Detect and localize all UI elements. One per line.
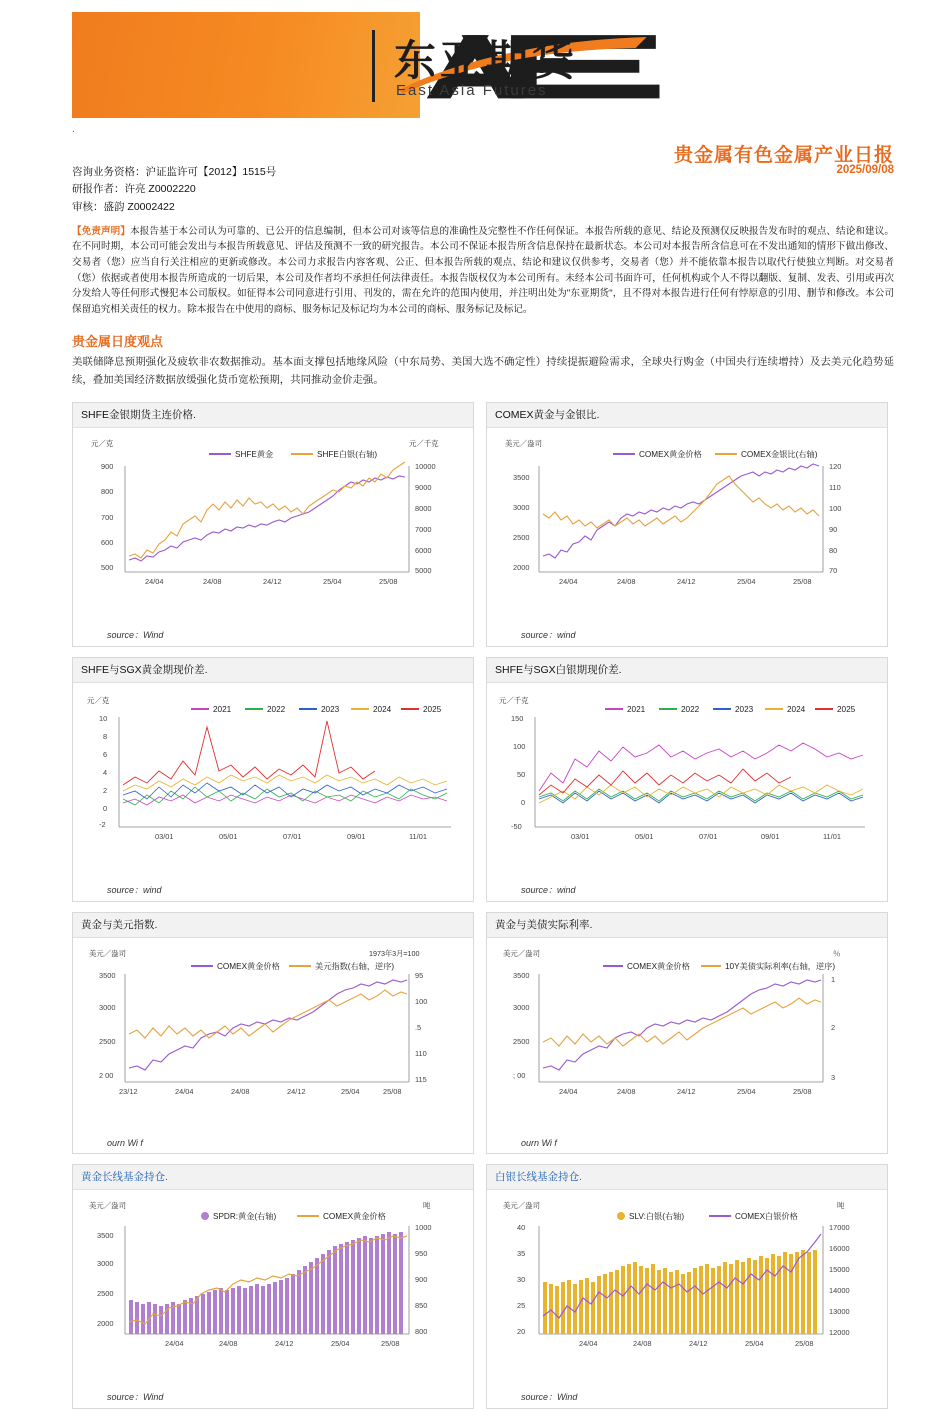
x-tick: 24/12 xyxy=(263,576,282,586)
series-line-dxy xyxy=(129,990,407,1038)
legend-item: 2022 xyxy=(681,704,700,714)
legend-item: SHFE黄金 xyxy=(235,449,274,459)
line-chart-svg xyxy=(79,432,469,602)
x-tick: 25/04 xyxy=(323,576,342,586)
x-tick: 07/01 xyxy=(699,831,718,841)
y2-tick: 5000 xyxy=(415,565,432,575)
chart-source: ourn Wi f xyxy=(521,1137,557,1148)
legend-item: COMEX金银比(右轴) xyxy=(741,449,818,459)
line-chart-svg xyxy=(79,687,469,857)
chart-source: source：Wind xyxy=(521,1391,578,1402)
x-tick: 09/01 xyxy=(761,831,780,841)
page-mark: . xyxy=(72,124,75,135)
y2-tick: 17000 xyxy=(829,1222,850,1232)
legend-item: 2023 xyxy=(735,704,754,714)
left-unit-label: 美元／盎司 xyxy=(89,948,126,958)
y-tick: 3000 xyxy=(99,1002,116,1012)
legend-item: 2025 xyxy=(837,704,856,714)
x-tick: 25/04 xyxy=(745,1338,764,1348)
y-tick: 600 xyxy=(101,537,114,547)
y2-tick: 2 xyxy=(831,1022,836,1032)
y-tick: 2500 xyxy=(513,1036,530,1046)
x-tick: 24/04 xyxy=(145,576,164,586)
y-tick: 25 xyxy=(517,1300,526,1310)
y2-tick: 900 xyxy=(415,1274,428,1284)
right-unit-label: 1973年3月=100 xyxy=(369,948,420,958)
legend-item: 2021 xyxy=(213,704,232,714)
chart-card-silver-etf-holdings xyxy=(486,1164,888,1409)
x-tick: 24/12 xyxy=(677,1086,696,1096)
y2-tick: 3 xyxy=(831,1072,836,1082)
chart-body xyxy=(487,938,887,1138)
chart-source: source：Wind xyxy=(107,1391,164,1402)
y-tick: 2500 xyxy=(97,1288,114,1298)
page-title: 贵金属有色金属产业日报 xyxy=(673,145,894,166)
x-tick: 23/12 xyxy=(119,1086,138,1096)
bar-line-chart-svg xyxy=(79,1194,469,1364)
chart-card-gold-dollar-index xyxy=(72,912,474,1154)
y2-tick: 110 xyxy=(829,482,841,492)
chart-title: SHFE与SGX白银期现价差. xyxy=(487,658,887,683)
chart-body xyxy=(487,1190,887,1390)
report-meta xyxy=(72,164,894,216)
y-tick: 2500 xyxy=(513,532,530,542)
left-unit-label: 美元／盎司 xyxy=(505,438,542,448)
y-tick: 150 xyxy=(511,713,524,723)
x-tick: 24/04 xyxy=(559,1086,578,1096)
y-tick: 3500 xyxy=(97,1230,114,1240)
chart-grid xyxy=(72,402,894,1409)
x-tick: 25/08 xyxy=(381,1338,400,1348)
legend-item: 2023 xyxy=(321,704,340,714)
right-unit-label: ％ xyxy=(833,948,841,958)
legend-item: 美元指数(右轴，逆序) xyxy=(315,961,395,971)
section-title: 贵金属日度观点 xyxy=(72,334,164,350)
chart-card-shfe-sgx-silver-basis xyxy=(486,657,888,902)
chart-title: 黄金长线基金持仓. xyxy=(73,1165,473,1190)
y2-tick: 8000 xyxy=(415,503,432,513)
series-line-2025 xyxy=(123,721,375,785)
legend-item: COMEX黄金价格 xyxy=(627,961,690,971)
left-unit-label: 元／千克 xyxy=(499,695,529,705)
x-tick: 24/08 xyxy=(231,1086,250,1096)
y2-tick: 950 xyxy=(415,1248,428,1258)
y-tick: 0 xyxy=(103,803,108,813)
x-tick: 24/12 xyxy=(677,576,696,586)
y-tick: 2000 xyxy=(513,562,530,572)
chart-body xyxy=(73,683,473,883)
y2-tick: 70 xyxy=(829,565,838,575)
bar-line-chart-svg xyxy=(493,1194,883,1364)
chart-title: 黄金与美元指数. xyxy=(73,913,473,938)
chart-title: 白银长线基金持仓. xyxy=(487,1165,887,1190)
series-line-gold xyxy=(543,980,821,1070)
y-tick: 3000 xyxy=(513,1002,530,1012)
y2-tick: 14000 xyxy=(829,1285,850,1295)
series-line-2021 xyxy=(539,743,863,791)
chart-card-shfe-gold-silver-price xyxy=(72,402,474,647)
y2-tick: 800 xyxy=(415,1326,428,1336)
y-tick: 10 xyxy=(99,713,108,723)
y-tick: 800 xyxy=(101,486,114,496)
y-tick: 3500 xyxy=(99,970,116,980)
y-tick: 3500 xyxy=(513,970,530,980)
x-tick: 24/08 xyxy=(203,576,222,586)
section-body: 美联储降息预期强化及疲软非农数据推动。基本面支撑包括地缘风险（中东局势、美国大选不确定性）持续提振避险需求，全球央行购金（中国央行连续增持）及去美元化趋势延续，叠加美国经济数据放缓强化货币宽松预期，共同推动金价走强。 xyxy=(72,357,894,386)
x-tick: 11/01 xyxy=(823,831,841,841)
y-tick: 500 xyxy=(101,562,114,572)
chart-card-comex-gold-silver-ratio xyxy=(486,402,888,647)
x-tick: 25/08 xyxy=(793,576,812,586)
chart-title: SHFE金银期货主连价格. xyxy=(73,403,473,428)
y2-tick: 90 xyxy=(829,524,838,534)
x-tick: 25/04 xyxy=(341,1086,360,1096)
chart-card-gold-us-real-rate xyxy=(486,912,888,1154)
x-tick: 24/04 xyxy=(165,1338,184,1348)
x-tick: 05/01 xyxy=(635,831,654,841)
legend-item: COMEX黄金价格 xyxy=(639,449,702,459)
chart-title: 黄金与美债实际利率. xyxy=(487,913,887,938)
x-tick: 24/08 xyxy=(617,1086,636,1096)
y2-tick: .5 xyxy=(415,1022,422,1032)
y2-tick: 15000 xyxy=(829,1264,850,1274)
y-tick: 3000 xyxy=(97,1258,114,1268)
legend-item: SLV:白银(右轴) xyxy=(629,1211,685,1221)
logo-orange-block xyxy=(72,12,420,118)
legend-item: COMEX白银价格 xyxy=(735,1211,798,1221)
y-tick: 4 xyxy=(103,767,108,777)
series-line-gold xyxy=(543,464,819,558)
series-line-2025 xyxy=(539,769,791,795)
chart-source: source：wind xyxy=(521,629,576,640)
right-unit-label: 吨 xyxy=(837,1200,845,1210)
x-tick: 03/01 xyxy=(155,831,174,841)
chart-title: SHFE与SGX黄金期现价差. xyxy=(73,658,473,683)
y2-tick: 1 xyxy=(831,974,836,984)
x-tick: 24/12 xyxy=(287,1086,306,1096)
disclaimer-lead: 【免责声明】 xyxy=(72,225,131,237)
y2-tick: 100 xyxy=(829,503,842,513)
meta-reviewer: 审核：盛韵 Z0002422 xyxy=(72,200,175,213)
chart-source: source：wind xyxy=(107,884,162,895)
y-tick: 0 xyxy=(521,797,526,807)
x-tick: 11/01 xyxy=(409,831,427,841)
report-date: 2025/09/08 xyxy=(836,164,894,176)
line-chart-svg xyxy=(79,942,469,1112)
right-unit-label: 元／千克 xyxy=(409,438,439,448)
bar-series-spdr xyxy=(129,1232,403,1334)
y-tick: 3500 xyxy=(513,472,530,482)
chart-card-gold-etf-holdings xyxy=(72,1164,474,1409)
chart-body xyxy=(73,938,473,1138)
x-tick: 09/01 xyxy=(347,831,366,841)
right-unit-label: 吨 xyxy=(423,1200,431,1210)
legend-item: SHFE白银(右轴) xyxy=(317,449,378,459)
y2-tick: 16000 xyxy=(829,1243,850,1253)
meta-author: 研报作者：许亮 Z0002220 xyxy=(72,183,196,196)
y-tick: 700 xyxy=(101,512,114,522)
y-tick: 35 xyxy=(517,1248,526,1258)
x-tick: 24/04 xyxy=(559,576,578,586)
bar-series-slv xyxy=(543,1250,817,1334)
legend-item: 2024 xyxy=(373,704,392,714)
x-tick: 25/04 xyxy=(331,1338,350,1348)
y2-tick: 6000 xyxy=(415,545,432,555)
line-chart-svg xyxy=(493,687,883,857)
y-tick: -2 xyxy=(99,819,106,829)
y2-tick: 7000 xyxy=(415,524,432,534)
x-tick: 03/01 xyxy=(571,831,590,841)
x-tick: 25/04 xyxy=(737,576,756,586)
left-unit-label: 美元／盎司 xyxy=(503,948,540,958)
y2-tick: 13000 xyxy=(829,1306,850,1316)
chart-source: source：Wind xyxy=(107,629,164,640)
x-tick: 25/08 xyxy=(793,1086,812,1096)
left-unit-label: 元／克 xyxy=(91,438,114,448)
legend-item: 2021 xyxy=(627,704,646,714)
y-tick: 20 xyxy=(517,1326,526,1336)
y2-tick: 1000 xyxy=(415,1222,432,1232)
x-tick: 24/04 xyxy=(175,1086,194,1096)
left-unit-label: 元／克 xyxy=(87,695,110,705)
y2-tick: 850 xyxy=(415,1300,428,1310)
x-tick: 25/04 xyxy=(737,1086,756,1096)
disclaimer xyxy=(72,224,894,317)
series-line-gold xyxy=(129,980,407,1070)
y2-tick: 80 xyxy=(829,545,838,555)
y-tick: 2 00 xyxy=(99,1070,114,1080)
y-tick: 2 xyxy=(103,785,108,795)
chart-body xyxy=(487,683,887,883)
legend-item: 2025 xyxy=(423,704,442,714)
x-tick: 25/08 xyxy=(795,1338,814,1348)
series-line-gold xyxy=(129,476,405,561)
chart-card-shfe-sgx-gold-basis xyxy=(72,657,474,902)
chart-body xyxy=(73,428,473,628)
legend-item: 10Y美债实际利率(右轴，逆序) xyxy=(725,961,836,971)
x-tick: 25/08 xyxy=(383,1086,402,1096)
series-line-ratio xyxy=(543,476,819,528)
x-tick: 24/12 xyxy=(275,1338,294,1348)
y-tick: 100 xyxy=(513,741,526,751)
y-tick: 3000 xyxy=(513,502,530,512)
y2-tick: 110 xyxy=(415,1048,427,1058)
y2-tick: 9000 xyxy=(415,482,432,492)
brand-name-en: East Asia Futures xyxy=(396,82,548,99)
y2-tick: 12000 xyxy=(829,1327,850,1337)
chart-source: source：wind xyxy=(521,884,576,895)
x-tick: 25/08 xyxy=(379,576,398,586)
meta-license: 咨询业务资格：沪证监许可【2012】1515号 xyxy=(72,166,277,178)
y-tick: 2000 xyxy=(97,1318,114,1328)
x-tick: 24/08 xyxy=(219,1338,238,1348)
legend-item: 2022 xyxy=(267,704,286,714)
logo-divider xyxy=(372,30,375,102)
brand-name-cn: 东亚期货 xyxy=(394,36,579,85)
y-tick: 2500 xyxy=(99,1036,116,1046)
legend-item: COMEX黄金价格 xyxy=(217,961,280,971)
x-tick: 07/01 xyxy=(283,831,302,841)
y-tick: 8 xyxy=(103,731,108,741)
y2-tick: 10000 xyxy=(415,461,436,471)
y2-tick: 120 xyxy=(829,461,842,471)
y-tick: 30 xyxy=(517,1274,526,1284)
x-tick: 24/12 xyxy=(689,1338,708,1348)
y-tick: 6 xyxy=(103,749,108,759)
line-chart-svg xyxy=(493,942,883,1112)
left-unit-label: 美元／盎司 xyxy=(89,1200,126,1210)
line-chart-svg xyxy=(493,432,883,602)
disclaimer-text: 本报告基于本公司认为可靠的、已公开的信息编制，但本公司对该等信息的准确性及完整性不作任何保证。本报告所载的意见、结论及预测仅反映报告发布时的观点、结论和建议。在不同时期，本公司可能会发出与本报告所载意见、评估及预测不一致的研究报告。本公司不保证本报告所含信息保持在最新状态。本公司对本报告所含信息可在不发出通知的情形下做出修改、交易者（您）应当自行关注相应的更新或修改。本公司力求报告内容客观、公正、但本报告所载的观点、结论和建议仅供参考，交易者（您）并不能依靠本报告以取代行使独立判断。对交易者（您）依据或者使用本报告所造成的一切后果，本公司及作者均不承担任何法律责任。本报告版权仅为本公司所有。未经本公司书面许可，任何机构或个人不得以翻版、复制、发表、引用或再次分发给人等任何形式慢犯本公司版权。如征得本公司同意进行引用、刊发的，需在允许的范围内使用，并注明出处为"东亚期货"，且不得对本报告进行任何有悖原意的引用、删节和修改。本公司保留追究相关责任的权力。除本报告在中使用的商标、服务标记及标记均为本公司的商标、服务标记及标记。 xyxy=(72,225,894,315)
y2-tick: 115 xyxy=(415,1074,427,1084)
y-tick: -50 xyxy=(511,821,522,831)
y-tick: 900 xyxy=(101,461,114,471)
chart-source: ourn Wi f xyxy=(107,1137,143,1148)
legend-item: SPDR:黄金(右轴) xyxy=(213,1211,277,1221)
x-tick: 24/08 xyxy=(617,576,636,586)
series-line-silver xyxy=(129,462,405,558)
legend-item: 2024 xyxy=(787,704,806,714)
report-page xyxy=(0,12,930,1419)
y-tick: 50 xyxy=(517,769,526,779)
y-tick: 40 xyxy=(517,1222,526,1232)
y2-tick: 100 xyxy=(415,996,428,1006)
x-tick: 05/01 xyxy=(219,831,238,841)
chart-body xyxy=(487,428,887,628)
y2-tick: 95 xyxy=(415,970,424,980)
x-tick: 24/08 xyxy=(633,1338,652,1348)
x-tick: 24/04 xyxy=(579,1338,598,1348)
chart-title: COMEX黄金与金银比. xyxy=(487,403,887,428)
legend-item: COMEX黄金价格 xyxy=(323,1211,386,1221)
chart-body xyxy=(73,1190,473,1390)
y-tick: ; 00 xyxy=(513,1070,526,1080)
left-unit-label: 美元／盎司 xyxy=(503,1200,540,1210)
